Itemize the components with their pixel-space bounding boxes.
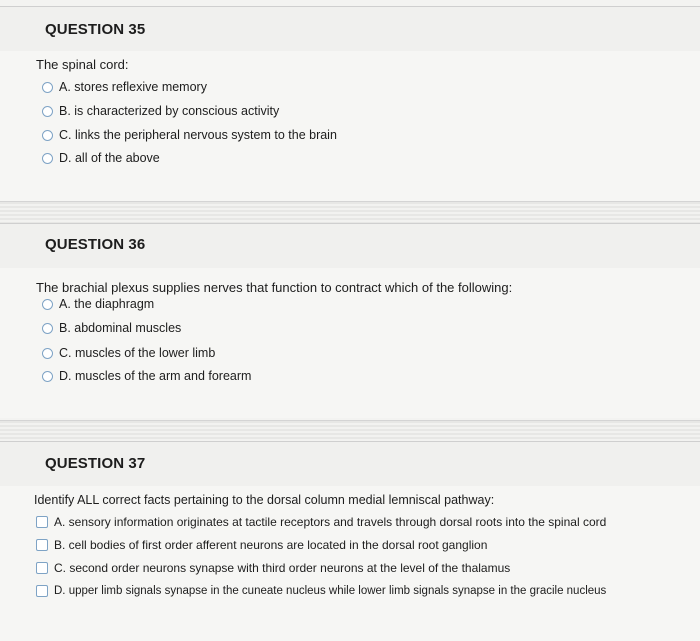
question-36-option-b[interactable] bbox=[42, 321, 181, 335]
option-label: A. the diaphragm bbox=[59, 297, 155, 311]
question-35-option-d[interactable] bbox=[42, 151, 160, 165]
question-35-option-a[interactable] bbox=[42, 80, 207, 94]
question-36-option-c[interactable] bbox=[42, 346, 215, 360]
checkbox-icon[interactable] bbox=[36, 539, 48, 551]
option-label: D. all of the above bbox=[59, 151, 160, 165]
question-37-option-b[interactable] bbox=[36, 538, 487, 552]
question-36-option-d[interactable] bbox=[42, 369, 251, 383]
radio-icon[interactable] bbox=[42, 348, 53, 359]
radio-icon[interactable] bbox=[42, 299, 53, 310]
question-37-option-c[interactable] bbox=[36, 561, 510, 575]
question-35-option-c[interactable] bbox=[42, 128, 337, 142]
question-35-title: QUESTION 35 bbox=[45, 21, 146, 38]
question-35-option-b[interactable] bbox=[42, 104, 279, 118]
question-37-title: QUESTION 37 bbox=[45, 455, 146, 472]
question-37-option-d[interactable] bbox=[36, 585, 606, 597]
radio-icon[interactable] bbox=[42, 153, 53, 164]
question-36-title: QUESTION 36 bbox=[45, 236, 146, 253]
radio-icon[interactable] bbox=[42, 82, 53, 93]
option-label: A. sensory information originates at tactile receptors and travels through dorsal roots into the spinal cord bbox=[54, 515, 607, 529]
option-label: D. muscles of the arm and forearm bbox=[59, 369, 252, 383]
checkbox-icon[interactable] bbox=[36, 516, 48, 528]
option-label: B. is characterized by conscious activity bbox=[59, 104, 280, 118]
checkbox-icon[interactable] bbox=[36, 585, 48, 597]
question-36-text: The brachial plexus supplies nerves that function to contract which of the following: bbox=[36, 280, 513, 295]
question-37-header bbox=[0, 441, 700, 487]
radio-icon[interactable] bbox=[42, 106, 53, 117]
option-label: B. cell bodies of first order afferent neurons are located in the dorsal root ganglion bbox=[54, 538, 488, 552]
radio-icon[interactable] bbox=[42, 323, 53, 334]
question-37-text: Identify ALL correct facts pertaining to the dorsal column medial lemniscal pathway: bbox=[34, 493, 495, 507]
option-label: C. links the peripheral nervous system to the brain bbox=[59, 128, 337, 142]
option-label: C. second order neurons synapse with third order neurons at the level of the thalamus bbox=[54, 561, 511, 575]
question-37-option-a[interactable] bbox=[36, 515, 606, 529]
option-label: D. upper limb signals synapse in the cuneate nucleus while lower limb signals synapse in the gracile nucleus bbox=[54, 585, 607, 597]
option-label: A. stores reflexive memory bbox=[59, 80, 207, 94]
question-36-header bbox=[0, 223, 700, 269]
section-divider bbox=[0, 201, 700, 224]
option-label: C. muscles of the lower limb bbox=[59, 346, 216, 360]
question-35-text: The spinal cord: bbox=[36, 57, 129, 72]
checkbox-icon[interactable] bbox=[36, 562, 48, 574]
radio-icon[interactable] bbox=[42, 371, 53, 382]
radio-icon[interactable] bbox=[42, 130, 53, 141]
question-36-option-a[interactable] bbox=[42, 297, 154, 311]
question-35-body bbox=[0, 51, 700, 201]
section-divider bbox=[0, 420, 700, 443]
question-35-header bbox=[0, 6, 700, 52]
option-label: B. abdominal muscles bbox=[59, 321, 182, 335]
